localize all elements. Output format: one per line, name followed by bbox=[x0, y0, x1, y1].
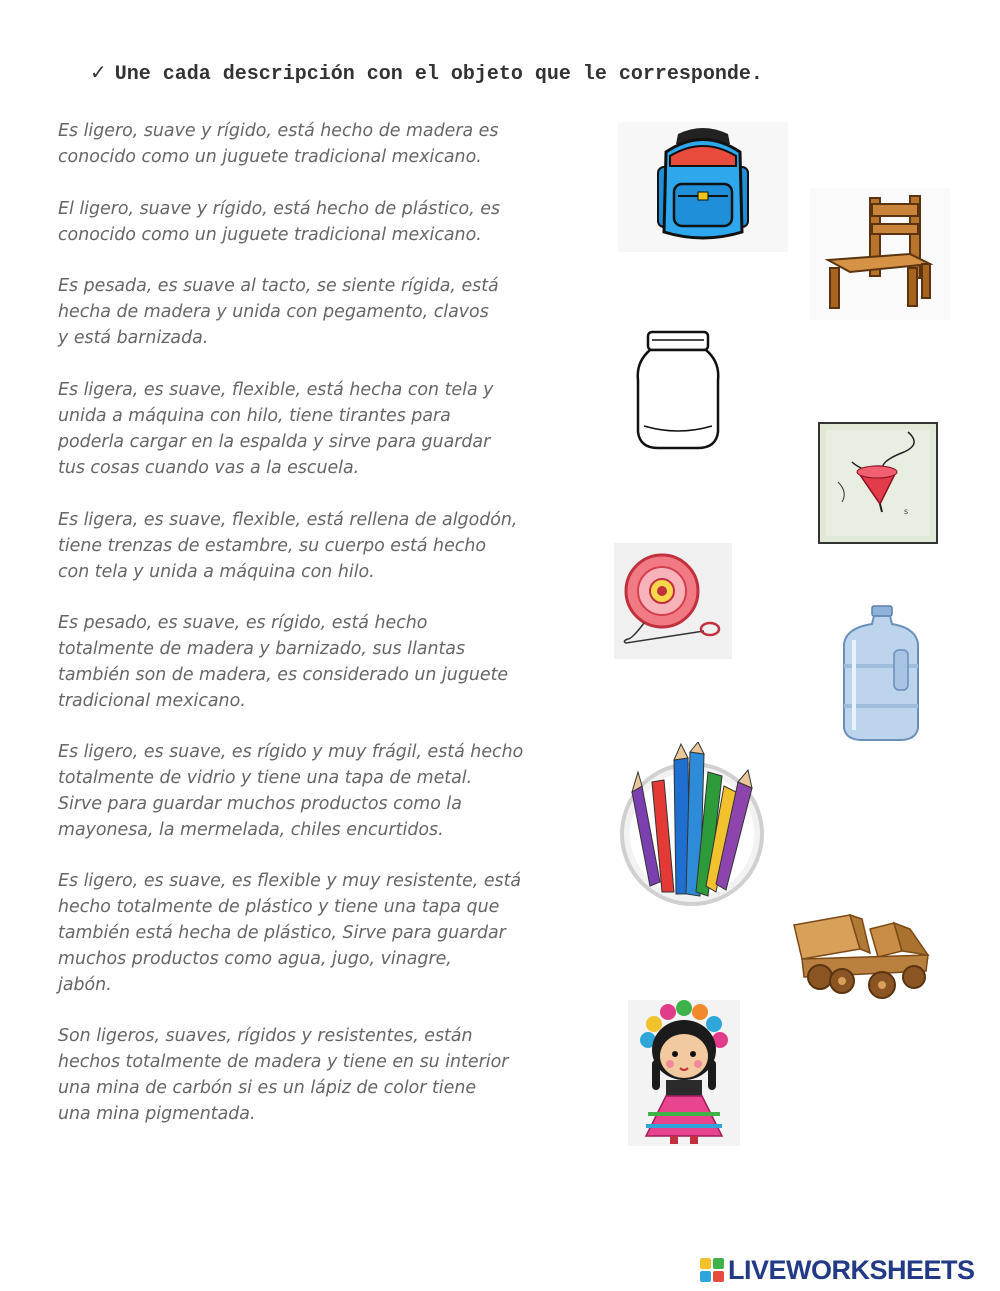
water-jug-icon bbox=[836, 604, 926, 744]
water-jug-picture[interactable] bbox=[836, 604, 926, 744]
brand-name: LIVEWORKSHEETS bbox=[728, 1254, 975, 1285]
description-6: Es pesado, es suave, es rígido, está hecho totalmente de madera y barnizado, sus llantas también son de madera, es considerado un juguete tradicional mexicano. bbox=[58, 613, 509, 711]
mexican-doll-picture[interactable] bbox=[628, 1000, 740, 1146]
description-1: Es ligero, suave y rígido, está hecho de madera es conocido como un juguete tradicional mexicano. bbox=[58, 121, 499, 167]
backpack-picture[interactable] bbox=[618, 122, 788, 252]
glass-jar-icon bbox=[630, 328, 725, 453]
jar-picture[interactable] bbox=[630, 328, 725, 453]
mexican-doll-icon bbox=[628, 1000, 740, 1146]
description-4: Es ligera, es suave, flexible, está hecha con tela y unida a máquina con hilo, tiene tirantes para poderla cargar en la espalda y sirve para guardar tus cosas cuando vas a la escuela. bbox=[58, 380, 494, 478]
chair-picture[interactable] bbox=[810, 188, 950, 320]
description-3: Es pesada, es suave al tacto, se siente rígida, está hecha de madera y unida con pegamento, clavos y está barnizada. bbox=[58, 276, 499, 348]
colored-pencils-icon bbox=[612, 742, 770, 910]
description-5: Es ligera, es suave, flexible, está rellena de algodón, tiene trenzas de estambre, su cuerpo está hecho con tela y unida a máquina con hilo. bbox=[58, 510, 518, 582]
instruction-text: Une cada descripción con el objeto que le corresponde. bbox=[114, 63, 763, 86]
wooden-truck-picture[interactable] bbox=[790, 905, 935, 1005]
colored-pencils-picture[interactable] bbox=[612, 742, 770, 910]
spinning-top-icon bbox=[818, 422, 938, 544]
instruction-heading bbox=[90, 60, 763, 86]
spinning-top-picture[interactable] bbox=[818, 422, 938, 544]
checkmark-icon: ✓ bbox=[90, 60, 107, 84]
description-8: Es ligero, es suave, es flexible y muy resistente, está hecho totalmente de plástico y tiene una tapa que también está hecha de plástico, Sirve para guardar muchos productos como agua, jugo, vinagre, jabón. bbox=[58, 871, 522, 995]
chair-icon bbox=[810, 188, 950, 320]
wooden-truck-icon bbox=[790, 905, 935, 1005]
description-7: Es ligero, es suave, es rígido y muy frágil, está hecho totalmente de vidrio y tiene una tapa de metal. Sirve para guardar muchos productos como la mayonesa, la mermelada, chiles encurtidos. bbox=[58, 742, 524, 840]
liveworksheets-logo[interactable] bbox=[700, 1253, 1000, 1287]
yoyo-picture[interactable] bbox=[614, 543, 732, 659]
yoyo-icon bbox=[614, 543, 732, 659]
description-9: Son ligeros, suaves, rígidos y resistentes, están hechos totalmente de madera y tiene en su interior una mina de carbón si es un lápiz de color tiene una mina pigmentada. bbox=[58, 1026, 509, 1124]
backpack-icon bbox=[618, 122, 788, 252]
svg-text:s: s bbox=[904, 507, 909, 516]
description-2: El ligero, suave y rígido, está hecho de plástico, es conocido como un juguete tradicional mexicano. bbox=[58, 199, 501, 245]
liveworksheets-mark-icon bbox=[700, 1258, 724, 1282]
